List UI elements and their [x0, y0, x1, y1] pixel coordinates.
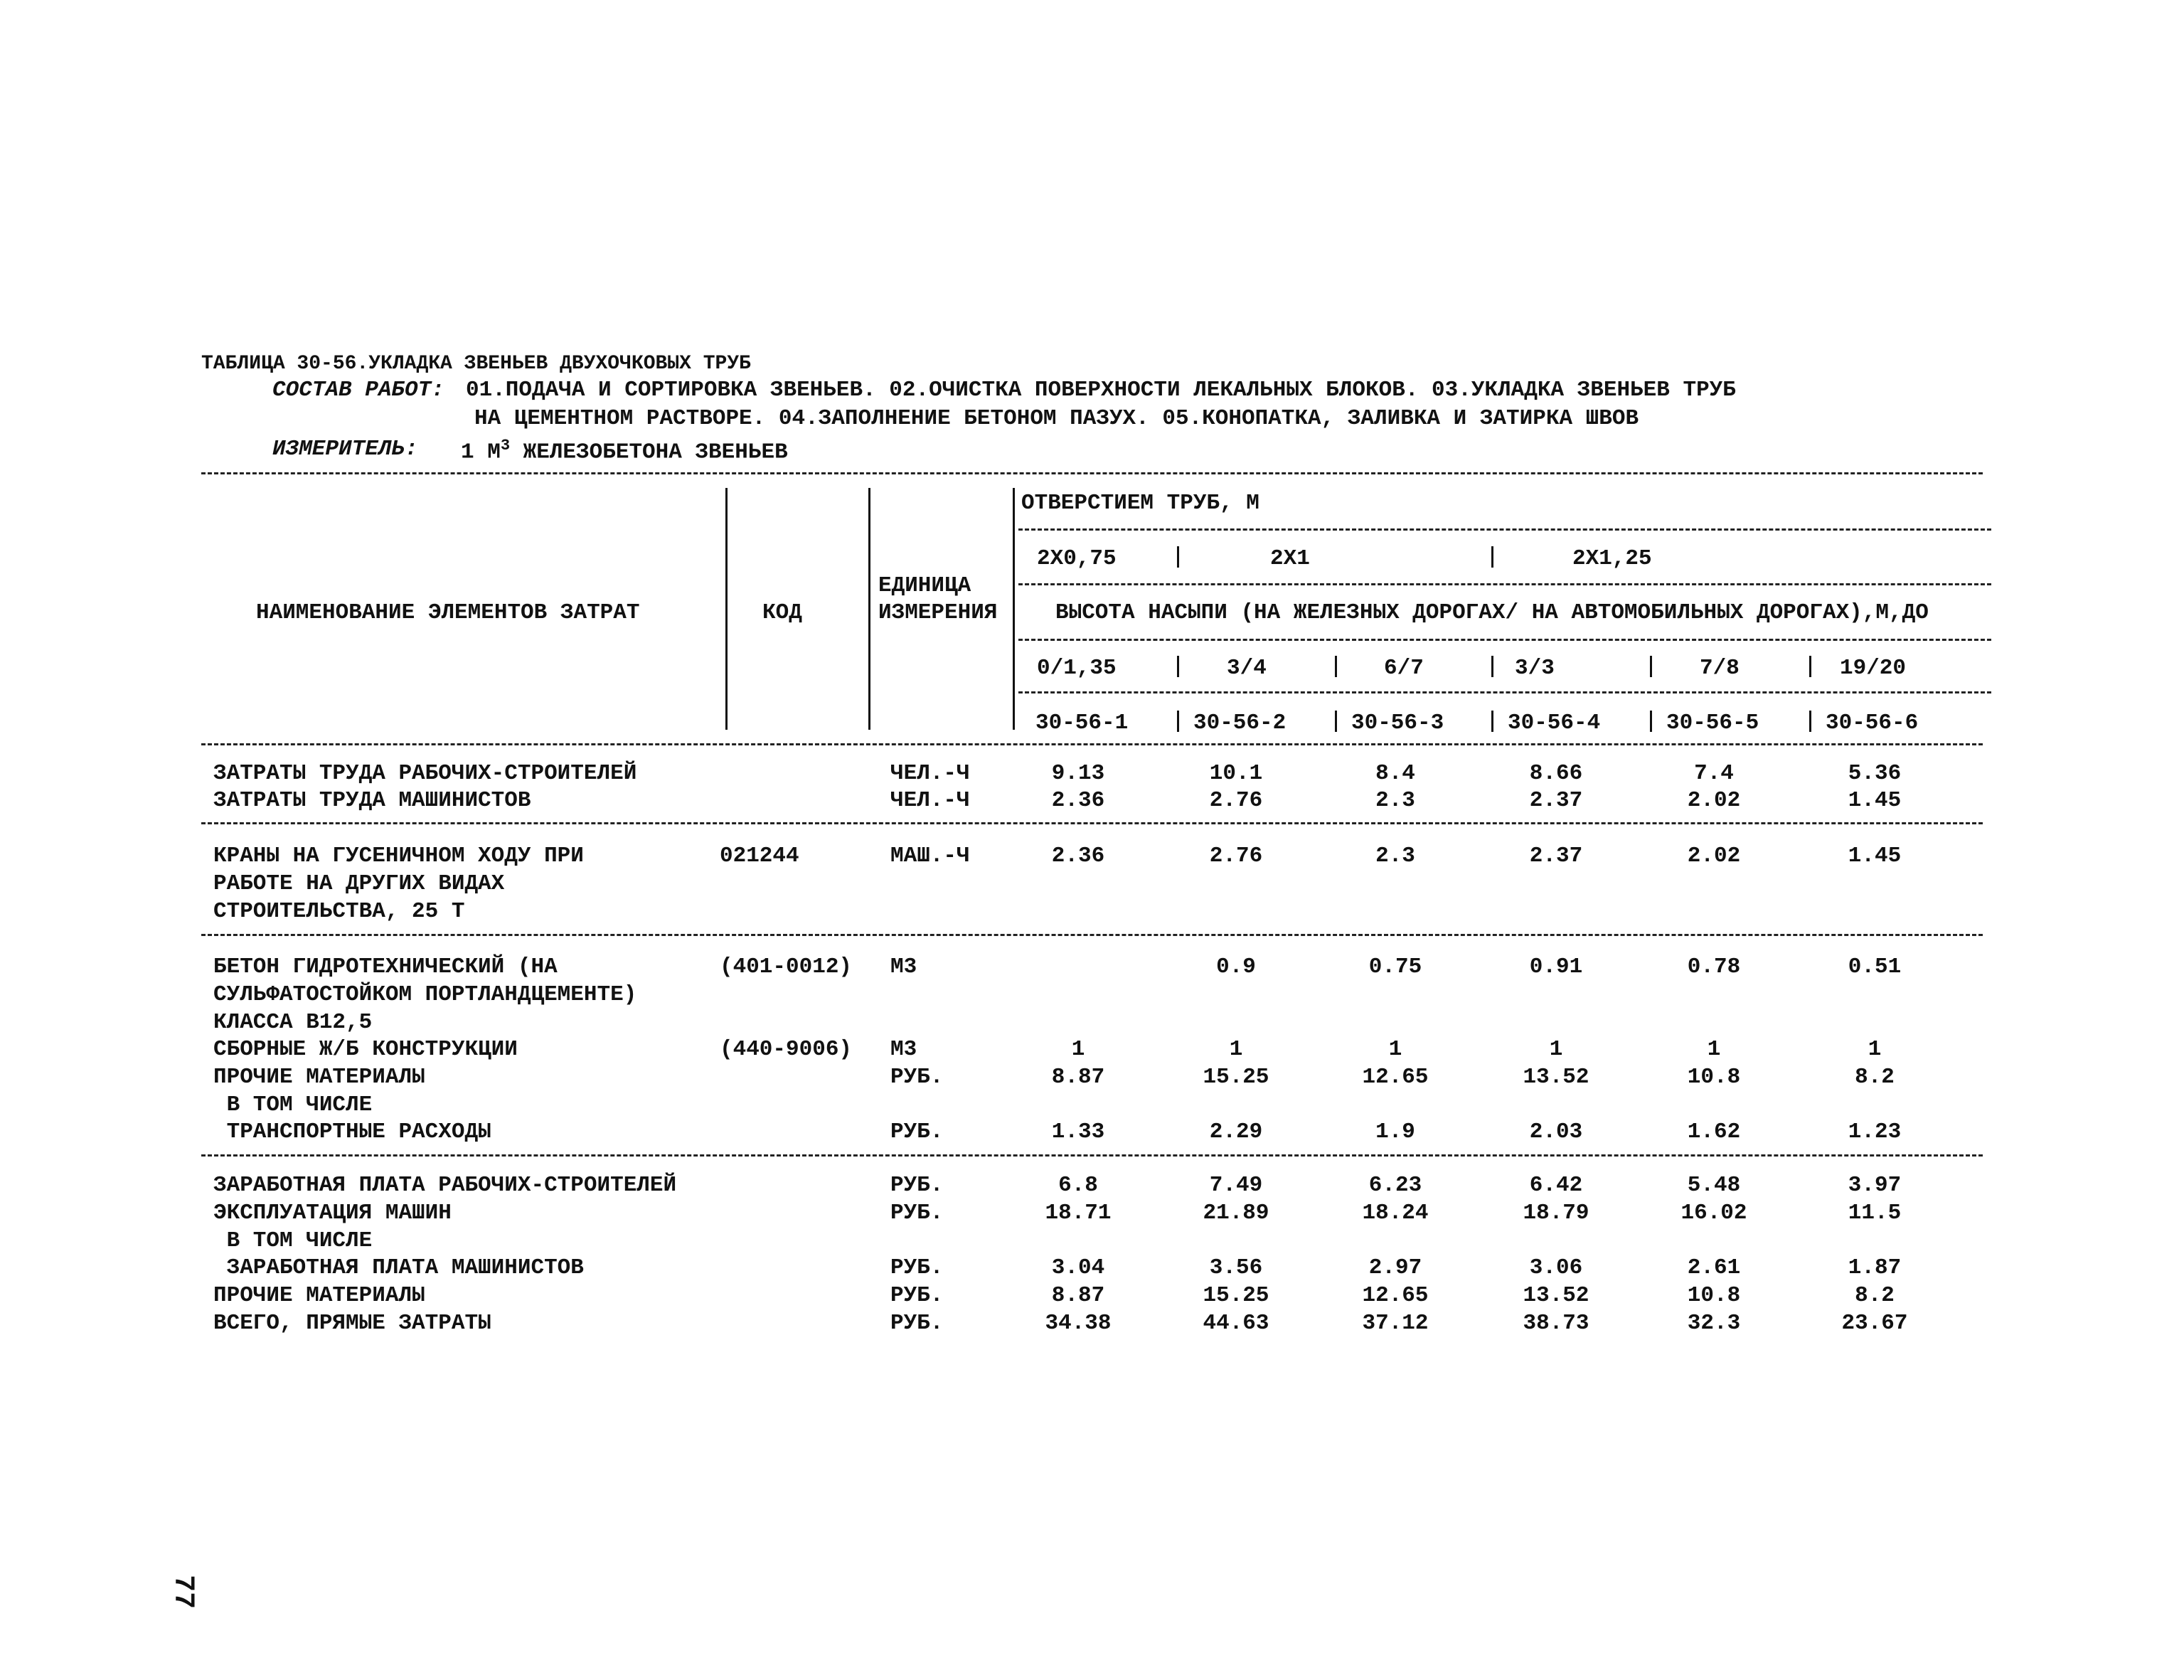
height-sep-4: [1650, 656, 1652, 677]
row-value-col-6: 1: [1868, 1037, 1882, 1062]
code-1: 30-56-1: [1035, 711, 1129, 735]
row-value-col-4: 6.42: [1529, 1173, 1583, 1198]
code-sep-4: [1650, 711, 1652, 732]
row-unit: РУБ.: [890, 1120, 944, 1144]
height-2: 3/4: [1227, 656, 1267, 681]
row-value-col-4: 2.03: [1529, 1120, 1583, 1144]
row-value-col-2: 7.49: [1209, 1173, 1263, 1198]
code-sep-2: [1335, 711, 1337, 732]
row-value-col-1: 6.8: [1058, 1173, 1098, 1198]
header-div-1: [1018, 528, 1991, 531]
row-unit: М3: [890, 955, 917, 979]
code-sep-5: [1809, 711, 1811, 732]
code-5: 30-56-5: [1666, 711, 1759, 735]
header-div-3: [1018, 639, 1991, 641]
work-line-2: НА ЦЕМЕНТНОМ РАСТВОРЕ. 04.ЗАПОЛНЕНИЕ БЕТОНОМ ПАЗУХ. 05.КОНОПАТКА, ЗАЛИВКА И ЗАТИРКА ШВОВ: [474, 406, 1639, 431]
row-name-line: В ТОМ ЧИСЛЕ: [213, 1228, 373, 1253]
row-value-col-2: 0.9: [1216, 955, 1256, 979]
row-name-line: КРАНЫ НА ГУСЕНИЧНОМ ХОДУ ПРИ: [213, 844, 584, 868]
height-sep-3: [1491, 656, 1493, 677]
header-code: КОД: [762, 600, 802, 625]
row-code: (401-0012): [720, 955, 853, 979]
height-6: 19/20: [1840, 656, 1907, 681]
row-value-col-1: 1: [1071, 1037, 1085, 1062]
height-1: 0/1,35: [1037, 656, 1117, 681]
row-value-col-6: 5.36: [1848, 761, 1902, 786]
row-value-col-6: 23.67: [1841, 1311, 1908, 1336]
row-value-col-3: 0.75: [1368, 955, 1422, 979]
header-height: ВЫСОТА НАСЫПИ (НА ЖЕЛЕЗНЫХ ДОРОГАХ/ НА АВТОМОБИЛЬНЫХ ДОРОГАХ),М,ДО: [1055, 600, 1929, 625]
row-name-line: ЗАТРАТЫ ТРУДА РАБОЧИХ-СТРОИТЕЛЕЙ: [213, 761, 637, 786]
opening-sep-1: [1177, 546, 1179, 568]
row-unit: ЧЕЛ.-Ч: [890, 788, 970, 813]
row-name-line: ПРОЧИЕ МАТЕРИАЛЫ: [213, 1283, 425, 1308]
divider-section-1: [201, 822, 1983, 824]
row-name-line: ЭКСПЛУАТАЦИЯ МАШИН: [213, 1201, 452, 1226]
header-name: НАИМЕНОВАНИЕ ЭЛЕМЕНТОВ ЗАТРАТ: [256, 600, 640, 625]
row-name-line: БЕТОН ГИДРОТЕХНИЧЕСКИЙ (НА: [213, 955, 558, 979]
row-value-col-5: 2.02: [1687, 788, 1741, 813]
height-sep-5: [1809, 656, 1811, 677]
row-value-col-6: 1.87: [1848, 1255, 1902, 1280]
opening-3: 2Х1,25: [1572, 546, 1652, 571]
row-value-col-3: 12.65: [1362, 1283, 1429, 1308]
col-divider-code: [868, 488, 870, 730]
row-value-col-6: 1.45: [1848, 788, 1902, 813]
row-name-line: ЗАРАБОТНАЯ ПЛАТА РАБОЧИХ-СТРОИТЕЛЕЙ: [213, 1173, 677, 1198]
meter-value: 1 $М^3$ ЖЕЛЕЗОБЕТОНА ЗВЕНЬЕВ: [461, 437, 788, 465]
opening-2: 2Х1: [1270, 546, 1310, 571]
row-unit: РУБ.: [890, 1255, 944, 1280]
row-name-line: ВСЕГО, ПРЯМЫЕ ЗАТРАТЫ: [213, 1311, 491, 1336]
row-value-col-4: 38.73: [1523, 1311, 1589, 1336]
row-name-line: СТРОИТЕЛЬСТВА, 25 Т: [213, 899, 465, 924]
row-name-line: В ТОМ ЧИСЛЕ: [213, 1092, 373, 1117]
code-3: 30-56-3: [1351, 711, 1444, 735]
row-value-col-4: 13.52: [1523, 1283, 1589, 1308]
divider-header-bottom: [201, 743, 1983, 745]
header-unit-2: ИЗМЕРЕНИЯ: [878, 600, 998, 625]
row-value-col-2: 21.89: [1203, 1201, 1269, 1226]
row-value-col-3: 8.4: [1375, 761, 1415, 786]
row-unit: РУБ.: [890, 1311, 944, 1336]
row-value-col-1: 2.36: [1051, 844, 1105, 868]
row-name-line: РАБОТЕ НА ДРУГИХ ВИДАХ: [213, 871, 505, 896]
row-value-col-5: 5.48: [1687, 1173, 1741, 1198]
row-value-col-5: 32.3: [1687, 1311, 1741, 1336]
header-div-4: [1018, 691, 1991, 693]
row-value-col-6: 1.23: [1848, 1120, 1902, 1144]
row-value-col-4: 2.37: [1529, 788, 1583, 813]
row-name-line: ЗАТРАТЫ ТРУДА МАШИНИСТОВ: [213, 788, 531, 813]
row-value-col-2: 15.25: [1203, 1283, 1269, 1308]
row-value-col-5: 10.8: [1687, 1065, 1741, 1090]
divider-section-2: [201, 934, 1983, 936]
work-label: СОСТАВ РАБОТ:: [272, 378, 444, 403]
row-value-col-3: 2.3: [1375, 788, 1415, 813]
col-divider-unit: [1013, 488, 1015, 730]
row-value-col-5: 2.02: [1687, 844, 1741, 868]
height-sep-1: [1177, 656, 1179, 677]
row-value-col-1: 18.71: [1045, 1201, 1112, 1226]
row-name-line: СБОРНЫЕ Ж/Б КОНСТРУКЦИИ: [213, 1037, 518, 1062]
col-divider-name: [725, 488, 728, 730]
row-value-col-5: 1: [1707, 1037, 1721, 1062]
row-value-col-3: 2.97: [1368, 1255, 1422, 1280]
row-value-col-2: 2.76: [1209, 788, 1263, 813]
divider-top: [201, 472, 1983, 474]
row-value-col-1: 3.04: [1051, 1255, 1105, 1280]
row-unit: МАШ.-Ч: [890, 844, 970, 868]
row-value-col-6: 8.2: [1855, 1283, 1895, 1308]
height-3: 6/7: [1384, 656, 1424, 681]
row-value-col-2: 15.25: [1203, 1065, 1269, 1090]
code-4: 30-56-4: [1508, 711, 1601, 735]
meter-label: ИЗМЕРИТЕЛЬ:: [272, 437, 418, 462]
row-value-col-1: 1.33: [1051, 1120, 1105, 1144]
height-sep-2: [1335, 656, 1337, 677]
row-value-col-5: 16.02: [1680, 1201, 1747, 1226]
divider-section-3: [201, 1154, 1983, 1157]
row-value-col-2: 2.76: [1209, 844, 1263, 868]
height-4: 3/3: [1515, 656, 1555, 681]
code-6: 30-56-6: [1826, 711, 1919, 735]
row-unit: ЧЕЛ.-Ч: [890, 761, 970, 786]
row-value-col-4: 1: [1549, 1037, 1563, 1062]
row-name-line: ТРАНСПОРТНЫЕ РАСХОДЫ: [213, 1120, 491, 1144]
row-value-col-1: 9.13: [1051, 761, 1105, 786]
row-name-line: КЛАССА В12,5: [213, 1010, 373, 1035]
code-sep-1: [1177, 711, 1179, 732]
header-div-2: [1018, 583, 1991, 585]
opening-sep-2: [1491, 546, 1493, 568]
row-value-col-1: 8.87: [1051, 1065, 1105, 1090]
row-name-line: ЗАРАБОТНАЯ ПЛАТА МАШИНИСТОВ: [213, 1255, 584, 1280]
row-value-col-3: 1: [1388, 1037, 1402, 1062]
row-unit: РУБ.: [890, 1283, 944, 1308]
row-value-col-4: 0.91: [1529, 955, 1583, 979]
row-value-col-4: 18.79: [1523, 1201, 1589, 1226]
row-value-col-1: 34.38: [1045, 1311, 1112, 1336]
row-code: 021244: [720, 844, 799, 868]
row-unit: РУБ.: [890, 1065, 944, 1090]
height-5: 7/8: [1700, 656, 1740, 681]
row-name-line: СУЛЬФАТОСТОЙКОМ ПОРТЛАНДЦЕМЕНТЕ): [213, 982, 637, 1007]
row-value-col-5: 10.8: [1687, 1283, 1741, 1308]
row-value-col-3: 2.3: [1375, 844, 1415, 868]
row-value-col-3: 37.12: [1362, 1311, 1429, 1336]
row-value-col-3: 18.24: [1362, 1201, 1429, 1226]
row-value-col-3: 12.65: [1362, 1065, 1429, 1090]
code-sep-3: [1491, 711, 1493, 732]
row-code: (440-9006): [720, 1037, 853, 1062]
row-value-col-6: 11.5: [1848, 1201, 1902, 1226]
row-value-col-6: 3.97: [1848, 1173, 1902, 1198]
row-unit: М3: [890, 1037, 917, 1062]
row-value-col-6: 0.51: [1848, 955, 1902, 979]
row-value-col-4: 3.06: [1529, 1255, 1583, 1280]
row-name-line: ПРОЧИЕ МАТЕРИАЛЫ: [213, 1065, 425, 1090]
row-value-col-2: 1: [1229, 1037, 1243, 1062]
row-value-col-2: 2.29: [1209, 1120, 1263, 1144]
table-title: ТАБЛИЦА 30-56.УКЛАДКА ЗВЕНЬЕВ ДВУХОЧКОВЫХ ТРУБ: [201, 353, 751, 375]
work-line-1: 01.ПОДАЧА И СОРТИРОВКА ЗВЕНЬЕВ. 02.ОЧИСТКА ПОВЕРХНОСТИ ЛЕКАЛЬНЫХ БЛОКОВ. 03.УКЛАДКА ЗВЕНЬЕВ ТРУБ: [466, 378, 1736, 403]
row-value-col-3: 1.9: [1375, 1120, 1415, 1144]
row-value-col-5: 0.78: [1687, 955, 1741, 979]
row-value-col-6: 1.45: [1848, 844, 1902, 868]
row-value-col-4: 8.66: [1529, 761, 1583, 786]
row-value-col-5: 1.62: [1687, 1120, 1741, 1144]
row-value-col-2: 10.1: [1209, 761, 1263, 786]
row-value-col-3: 6.23: [1368, 1173, 1422, 1198]
opening-1: 2Х0,75: [1037, 546, 1117, 571]
row-unit: РУБ.: [890, 1173, 944, 1198]
page-number: 77: [166, 1574, 199, 1610]
row-value-col-1: 8.87: [1051, 1283, 1105, 1308]
header-opening: ОТВЕРСТИЕМ ТРУБ, М: [1021, 491, 1259, 516]
row-unit: РУБ.: [890, 1201, 944, 1226]
header-unit-1: ЕДИНИЦА: [878, 573, 971, 598]
row-value-col-4: 2.37: [1529, 844, 1583, 868]
row-value-col-5: 2.61: [1687, 1255, 1741, 1280]
row-value-col-4: 13.52: [1523, 1065, 1589, 1090]
code-2: 30-56-2: [1193, 711, 1287, 735]
row-value-col-2: 44.63: [1203, 1311, 1269, 1336]
row-value-col-1: 2.36: [1051, 788, 1105, 813]
row-value-col-5: 7.4: [1694, 761, 1734, 786]
row-value-col-2: 3.56: [1209, 1255, 1263, 1280]
row-value-col-6: 8.2: [1855, 1065, 1895, 1090]
